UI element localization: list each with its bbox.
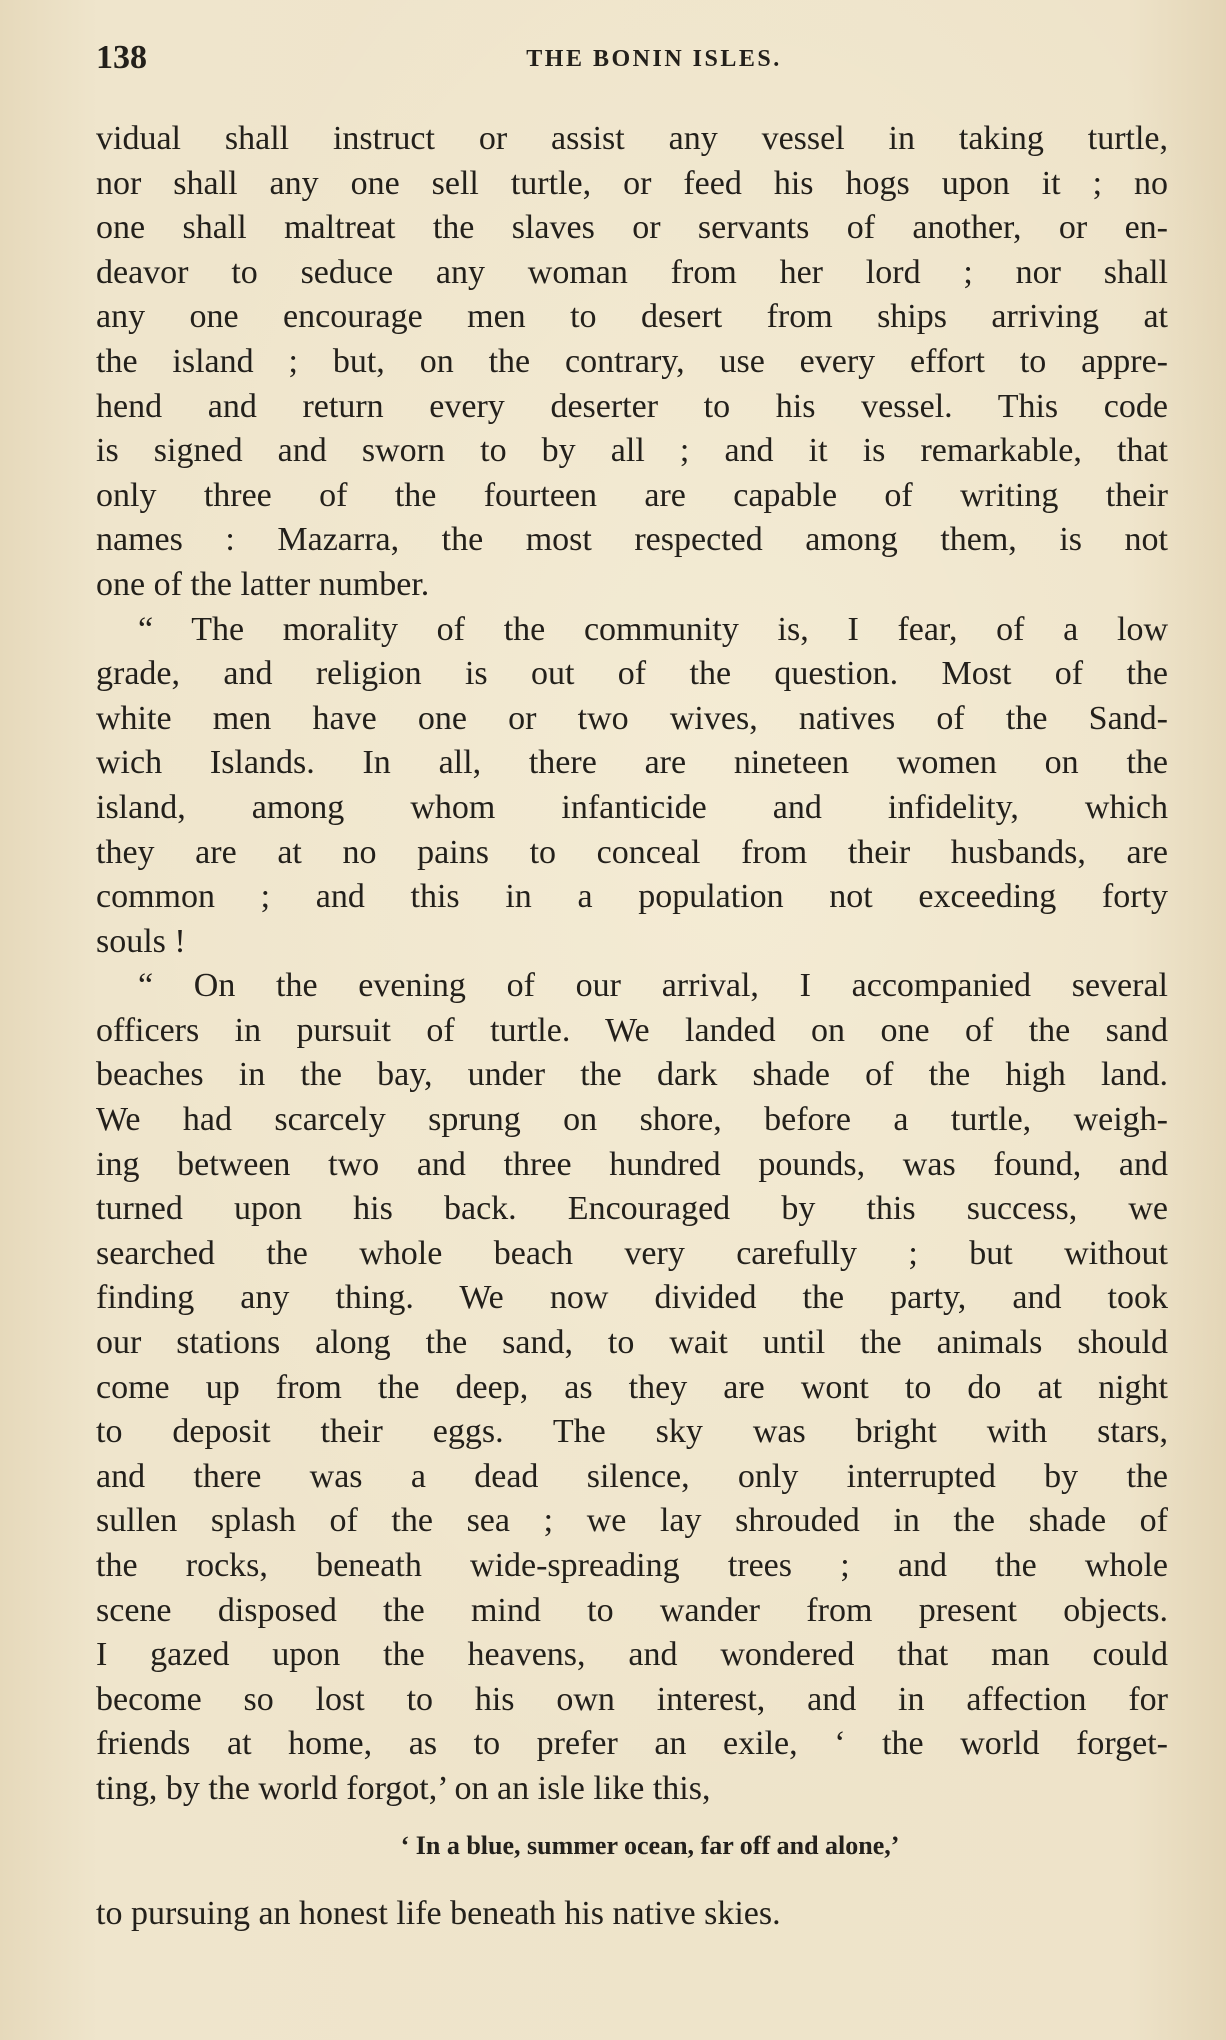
text-line: become so lost to his own interest, and in affection for bbox=[96, 1680, 1168, 1718]
text-line: our stations along the sand, to wait until the animals should bbox=[96, 1324, 1168, 1362]
text-line: and there was a dead silence, only interrupted by the bbox=[96, 1457, 1168, 1495]
text-line: they are at no pains to conceal from their husbands, are bbox=[96, 833, 1168, 871]
text-line: beaches in the bay, under the dark shade of the high land. bbox=[96, 1056, 1168, 1094]
closing-line: to pursuing an honest life beneath his native skies. bbox=[96, 1895, 781, 1932]
text-line: one of the latter number. bbox=[96, 565, 430, 603]
text-line: searched the whole beach very carefully ; but without bbox=[96, 1234, 1168, 1272]
text-line: ing between two and three hundred pounds, was found, and bbox=[96, 1145, 1168, 1183]
text-line: the rocks, beneath wide-spreading trees ; and the whole bbox=[96, 1547, 1168, 1584]
text-line: vidual shall instruct or assist any vessel in taking turtle, bbox=[96, 120, 1168, 157]
text-line: officers in pursuit of turtle. We landed on one of the sand bbox=[96, 1011, 1168, 1049]
text-line: turned upon his back. Encouraged by this success, we bbox=[96, 1190, 1168, 1228]
text-line: is signed and sworn to by all ; and it is remarkable, that bbox=[96, 432, 1168, 470]
text-line: scene disposed the mind to wander from present objects. bbox=[96, 1591, 1168, 1629]
body-text bbox=[96, 117, 1168, 1812]
text-line: any one encourage men to desert from ships arriving at bbox=[96, 298, 1168, 336]
text-line: sullen splash of the sea ; we lay shrouded in the shade of bbox=[96, 1502, 1168, 1540]
text-line: We had scarcely sprung on shore, before a turtle, weigh- bbox=[96, 1101, 1168, 1139]
text-line: I gazed upon the heavens, and wondered that man could bbox=[96, 1636, 1168, 1674]
text-line: island, among whom infanticide and infidelity, which bbox=[96, 788, 1168, 826]
text-line: to deposit their eggs. The sky was bright with stars, bbox=[96, 1413, 1168, 1451]
paragraph-start-line: “ The morality of the community is, I fear, of a low bbox=[138, 610, 1168, 648]
text-line: wich Islands. In all, there are nineteen women on the bbox=[96, 744, 1168, 782]
text-line: one shall maltreat the slaves or servants of another, or en- bbox=[96, 209, 1168, 247]
page-number: 138 bbox=[96, 39, 147, 76]
paragraph-start-line: “ On the evening of our arrival, I accompanied several bbox=[138, 967, 1168, 1005]
page-header bbox=[96, 38, 1172, 78]
text-line: names : Mazarra, the most respected among them, is not bbox=[96, 521, 1168, 559]
text-line: hend and return every deserter to his vessel. This code bbox=[96, 387, 1168, 425]
text-line: nor shall any one sell turtle, or feed his hogs upon it ; no bbox=[96, 164, 1168, 202]
text-line: grade, and religion is out of the question. Most of the bbox=[96, 655, 1168, 693]
text-line: deavor to seduce any woman from her lord ; nor shall bbox=[96, 253, 1168, 291]
text-line: white men have one or two wives, natives of the Sand- bbox=[96, 699, 1168, 737]
running-head: THE BONIN ISLES. bbox=[526, 46, 782, 72]
text-line: come up from the deep, as they are wont to do at night bbox=[96, 1368, 1168, 1406]
verse-quote: ‘ In a blue, summer ocean, far off and alone,’ bbox=[400, 1831, 900, 1860]
text-line: finding any thing. We now divided the party, and took bbox=[96, 1279, 1168, 1317]
text-line: common ; and this in a population not exceeding forty bbox=[96, 878, 1168, 916]
text-line: only three of the fourteen are capable of writing their bbox=[96, 476, 1168, 514]
text-line: souls ! bbox=[96, 922, 186, 960]
text-line: the island ; but, on the contrary, use every effort to appre- bbox=[96, 342, 1168, 380]
text-line: friends at home, as to prefer an exile, ‘ the world forget- bbox=[96, 1725, 1168, 1763]
text-line: ting, by the world forgot,’ on an isle like this, bbox=[96, 1769, 711, 1807]
